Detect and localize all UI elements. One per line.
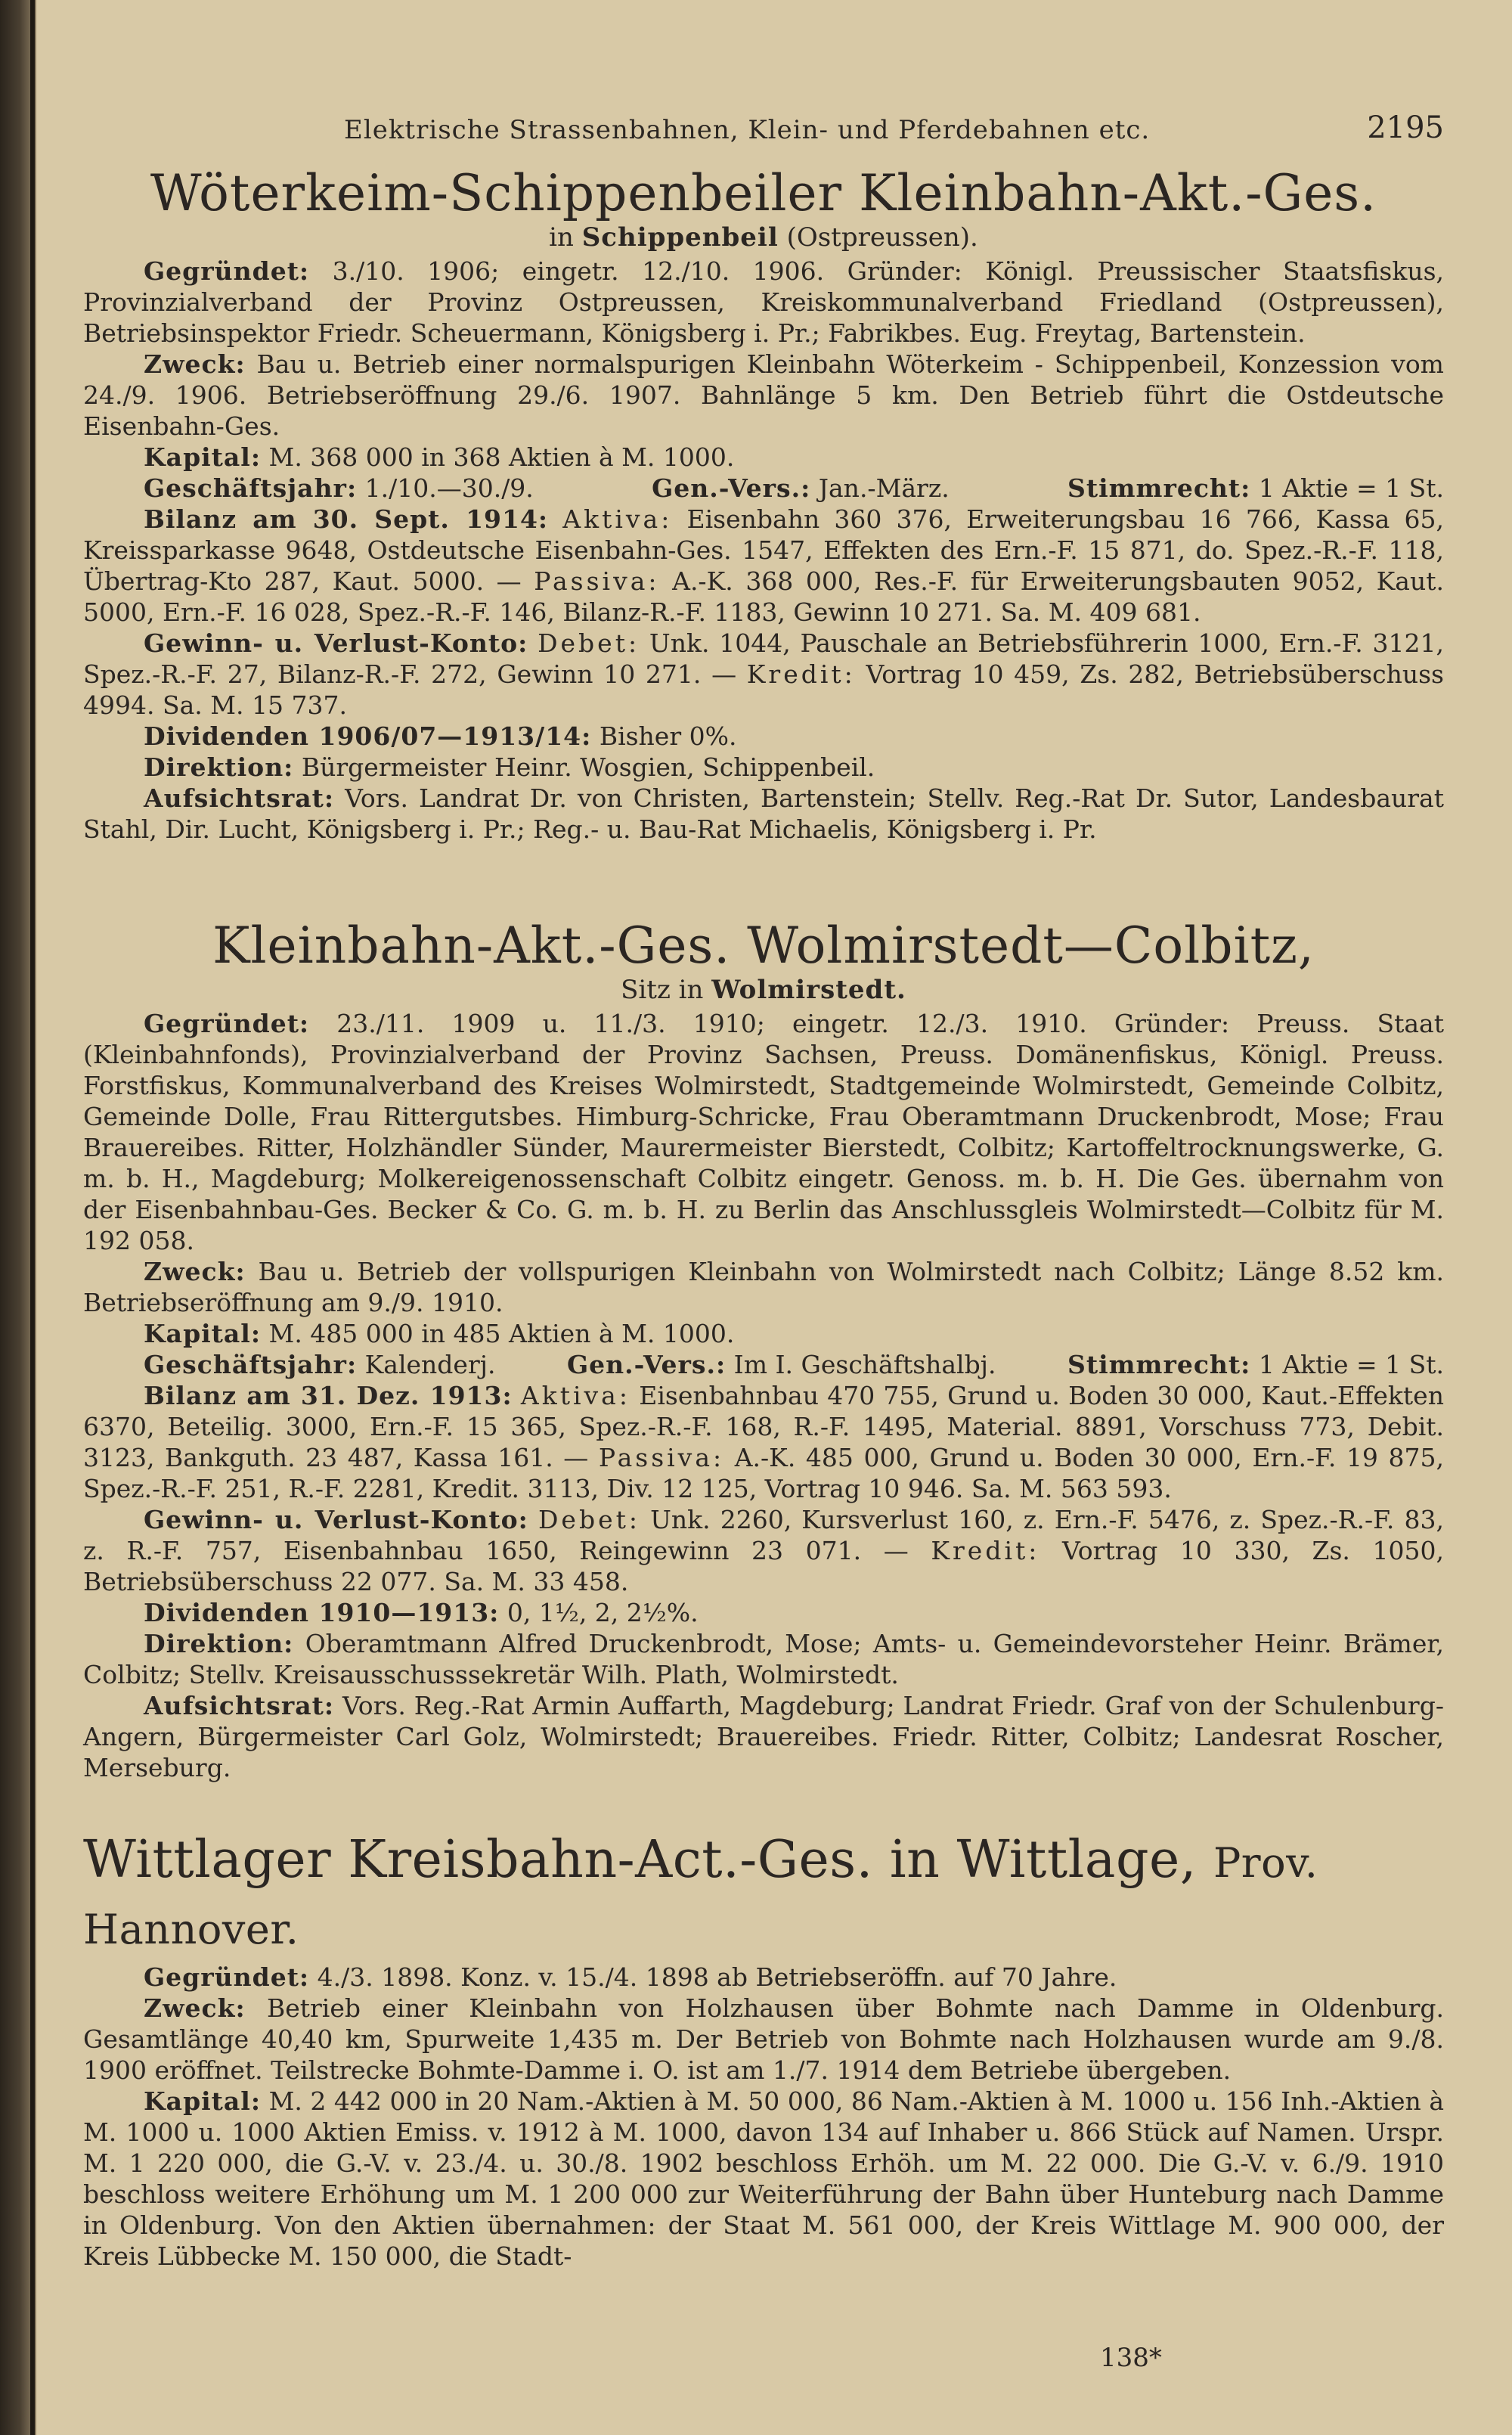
seat-prefix: in [549, 222, 574, 253]
supervisory-paragraph [83, 783, 1444, 845]
seat-suffix: (Ostpreussen). [786, 222, 978, 253]
balance-assets-text: Eisenbahn 360 376, Erweiterungsbau 16 766, Kassa 65, Kreissparkasse 9648, Ostdeutsche Eisenbahn-Ges. 1547, Effekten des Ern.-F. 15 871, do. Spez.-R.-F. 118, Übertrag-Kto 287, Kaut. 5000. — [83, 504, 1444, 596]
founded-text: 23./11. 1909 u. 11./3. 1910; eingetr. 12./3. 1910. Gründer: Preuss. Staat (Kleinbahnfonds), Provinzialverband der Provinz Sachsen, Preuss. Domänenfiskus, Königl. Preuss. Forstfiskus, Kommunalverband des Kreises Wolmirstedt, Stadtgemeinde Wolmirstedt, Gemeinde Colbitz, Gemeinde Dolle, Frau Rittergutsbes. Himburg-Schricke, Frau Oberamtmann Druckenbrodt, Mose; Frau Brauereibes. Ritter, Holzhändler Sünder, Maurermeister Bierstedt, Colbitz; Kartoffeltrocknungswerke, G. m. b. H., Magdeburg; Molkereigenossenschaft Colbitz eingetr. Genoss. m. b. H. Die Ges. übernahm von der Eisenbahnbau-Ges. Becker & Co. G. m. b. H. zu Berlin das Anschlussgleis Wolmirstedt—Colbitz für M. 192 058. [83, 1009, 1444, 1255]
fiscal-year-text: Kalenderj. [364, 1350, 496, 1379]
fiscal-year-label: Geschäftsjahr: [144, 1350, 358, 1379]
general-meeting-text: Im I. Geschäftshalbj. [733, 1350, 996, 1379]
capital-text: M. 2 442 000 in 20 Nam.-Aktien à M. 50 000, 86 Nam.-Aktien à M. 1000 u. 156 Inh.-Aktien à M. 1000 u. 1000 Aktien Emiss. v. 1912 à M. 1000, davon 134 auf Inhaber u. 866 Stück auf Namen. Urspr. M. 1 220 000, die G.-V. v. 23./4. u. 30./8. 1902 beschloss Erhöh. um M. 22 000. Die G.-V. v. 6./9. 1910 beschloss weitere Erhöhung um M. 1 200 000 zur Weiterführung der Bahn über Hunteburg nach Damme in Oldenburg. Von den Aktien übernahmen: der Staat M. 561 000, der Kreis Wittlage M. 900 000, der Kreis Lübbecke M. 150 000, die Stadt- [83, 2086, 1444, 2271]
founded-paragraph [83, 1962, 1444, 1993]
dividend-paragraph [83, 721, 1444, 752]
company-entry-woeterkeim [83, 165, 1444, 845]
fiscal-year-text: 1./10.—30./9. [364, 473, 534, 503]
supervisory-text: Vors. Landrat Dr. von Christen, Bartenstein; Stellv. Reg.-Rat Dr. Sutor, Landesbaurat Stahl, Dir. Lucht, Königsberg i. Pr.; Reg.- u. Bau-Rat Michaelis, Königsberg i. Pr. [83, 783, 1444, 844]
company-title-main: Wittlager Kreisbahn-Act.-Ges. in Wittlage, [83, 1830, 1197, 1890]
founded-text: 4./3. 1898. Konz. v. 15./4. 1898 ab Betriebseröffn. auf 70 Jahre. [317, 1962, 1117, 1992]
voting-right-label: Stimmrecht: [1067, 473, 1251, 503]
document-page [83, 106, 1444, 2272]
balance-assets-text: Eisenbahnbau 470 755, Grund u. Boden 30 000, Kaut.-Effekten 6370, Beteilig. 3000, Ern.-F. 15 365, Spez.-R.-F. 168, R.-F. 1495, Material. 8891, Vorschuss 773, Debit. 3123, Bankguth. 23 487, Kassa 161. — [83, 1381, 1444, 1472]
fiscal-year [144, 1349, 495, 1380]
company-title: Kleinbahn-Akt.-Ges. Wolmirstedt—Colbitz, [212, 917, 1315, 975]
founded-label: Gegründet: [144, 256, 310, 286]
credit-text: Vortrag 10 330, Zs. 1050, Betriebsüberschuss 22 077. Sa. M. 33 458. [83, 1536, 1444, 1596]
voting-right-label: Stimmrecht: [1067, 1350, 1251, 1379]
supervisory-label: Aufsichtsrat: [144, 783, 335, 813]
profit-loss-paragraph [83, 628, 1444, 721]
profit-loss-label: Gewinn- u. Verlust-Konto: [144, 628, 528, 658]
general-meeting-text: Jan.-März. [818, 473, 950, 503]
page-number: 2195 [1367, 110, 1444, 145]
purpose-text: Bau u. Betrieb der vollspurigen Kleinbahn von Wolmirstedt nach Colbitz; Länge 8.52 km. Betriebseröffnung am 9./9. 1910. [83, 1257, 1444, 1317]
board-label: Direktion: [144, 1629, 294, 1658]
capital-text: M. 485 000 in 485 Aktien à M. 1000. [268, 1319, 735, 1348]
founded-text: 3./10. 1906; eingetr. 12./10. 1906. Gründer: Königl. Preussischer Staatsfiskus, Provinzialverband der Provinz Ostpreussen, Kreiskommunalverband Friedland (Ostpreussen), Betriebsinspektor Friedr. Scheuermann, Königsberg i. Pr.; Fabrikbes. Eug. Freytag, Bartenstein. [83, 256, 1444, 348]
debit-text: Unk. 1044, Pauschale an Betriebsführerin 1000, Ern.-F. 3121, Spez.-R.-F. 27, Bilanz-R.-F. 272, Gewinn 10 271. — [83, 628, 1444, 689]
capital-label: Kapital: [144, 442, 262, 472]
dividend-text: 0, 1½, 2, 2½%. [507, 1598, 699, 1627]
supervisory-label: Aufsichtsrat: [144, 1691, 335, 1720]
capital-text: M. 368 000 in 368 Aktien à M. 1000. [268, 442, 735, 472]
purpose-paragraph [83, 349, 1444, 442]
capital-label: Kapital: [144, 1319, 262, 1348]
debit-label: Debet: [538, 1505, 640, 1534]
profit-loss-label: Gewinn- u. Verlust-Konto: [144, 1505, 528, 1534]
founded-paragraph [83, 256, 1444, 349]
purpose-label: Zweck: [144, 349, 246, 379]
purpose-paragraph [83, 1256, 1444, 1318]
voting-right-text: 1 Aktie = 1 St. [1258, 473, 1444, 503]
general-meeting [567, 1349, 996, 1380]
company-entry-wolmirstedt [83, 917, 1444, 1783]
signature-mark: 138* [1100, 2343, 1162, 2373]
purpose-paragraph [83, 1993, 1444, 2086]
board-label: Direktion: [144, 752, 294, 782]
balance-assets-label: Aktiva: [562, 504, 673, 534]
board-text: Oberamtmann Alfred Druckenbrodt, Mose; Amts- u. Gemeindevorsteher Heinr. Brämer, Colbitz; Stellv. Kreisausschusssekretär Wilh. Plath, Wolmirstedt. [83, 1629, 1444, 1689]
balance-liabilities-label: Passiva: [534, 566, 660, 596]
dividend-paragraph [83, 1597, 1444, 1628]
seat-prefix: Sitz in [621, 975, 704, 1005]
balance-paragraph [83, 1380, 1444, 1504]
supervisory-paragraph [83, 1690, 1444, 1783]
purpose-label: Zweck: [144, 1993, 246, 2023]
balance-label: Bilanz am 31. Dez. 1913: [144, 1381, 513, 1410]
company-entry-wittlage [83, 1829, 1444, 2272]
company-seat [83, 975, 1444, 1005]
credit-text: Vortrag 10 459, Zs. 282, Betriebsüberschuss 4994. Sa. M. 15 737. [83, 659, 1444, 720]
seat-place: Wolmirstedt. [711, 975, 906, 1005]
book-spine-edge [30, 0, 35, 2435]
seat-place: Schippenbeil [581, 222, 779, 253]
fiscal-row [83, 1349, 1444, 1380]
fiscal-row [83, 473, 1444, 504]
credit-label: Kredit: [746, 659, 856, 689]
balance-liabilities-label: Passiva: [598, 1443, 725, 1472]
founded-label: Gegründet: [144, 1009, 310, 1038]
debit-text: Unk. 2260, Kursverlust 160, z. Ern.-F. 5476, z. Spez.-R.-F. 83, z. R.-F. 757, Eisenbahnbau 1650, Reingewinn 23 071. — [83, 1505, 1444, 1565]
company-seat [83, 222, 1444, 253]
dividend-label: Dividenden 1906/07—1913/14: [144, 721, 592, 751]
balance-label: Bilanz am 30. Sept. 1914: [144, 504, 549, 534]
debit-label: Debet: [538, 628, 640, 658]
company-title: Wöterkeim-Schippenbeiler Kleinbahn-Akt.-Ges. [150, 164, 1377, 222]
company-title [83, 1829, 1444, 1962]
purpose-label: Zweck: [144, 1257, 246, 1286]
founded-label: Gegründet: [144, 1962, 310, 1992]
credit-label: Kredit: [931, 1536, 1040, 1565]
dividend-text: Bisher 0%. [599, 721, 737, 751]
voting-right [1067, 473, 1444, 504]
running-header [83, 106, 1444, 151]
general-meeting-label: Gen.-Vers.: [652, 473, 811, 503]
capital-paragraph [83, 1318, 1444, 1349]
capital-paragraph [83, 442, 1444, 473]
dividend-label: Dividenden 1910—1913: [144, 1598, 500, 1627]
running-header-title: Elektrische Strassenbahnen, Klein- und Pferdebahnen etc. [344, 115, 1151, 145]
fiscal-year-label: Geschäftsjahr: [144, 473, 358, 503]
board-text: Bürgermeister Heinr. Wosgien, Schippenbeil. [301, 752, 875, 782]
board-paragraph [83, 1628, 1444, 1690]
balance-liabilities-text: A.-K. 485 000, Grund u. Boden 30 000, Ern.-F. 19 875, Spez.-R.-F. 251, R.-F. 2281, Kredit. 3113, Div. 12 125, Vortrag 10 946. Sa. M. 563 593. [83, 1443, 1444, 1503]
profit-loss-paragraph [83, 1504, 1444, 1597]
capital-label: Kapital: [144, 2086, 262, 2116]
balance-assets-label: Aktiva: [520, 1381, 631, 1410]
balance-liabilities-text: A.-K. 368 000, Res.-F. für Erweiterungsbauten 9052, Kaut. 5000, Ern.-F. 16 028, Spez.-R.-F. 146, Bilanz-R.-F. 1183, Gewinn 10 271. Sa. M. 409 681. [83, 566, 1444, 627]
supervisory-text: Vors. Reg.-Rat Armin Auffarth, Magdeburg; Landrat Friedr. Graf von der Schulenburg-Angern, Bürgermeister Carl Golz, Wolmirstedt; Brauereibes. Friedr. Ritter, Colbitz; Landesrat Roscher, Merseburg. [83, 1691, 1444, 1782]
general-meeting [652, 473, 950, 504]
balance-paragraph [83, 504, 1444, 628]
capital-paragraph [83, 2086, 1444, 2272]
fiscal-year [144, 473, 534, 504]
founded-paragraph [83, 1008, 1444, 1256]
voting-right [1067, 1349, 1444, 1380]
purpose-text: Bau u. Betrieb einer normalspurigen Kleinbahn Wöterkeim - Schippenbeil, Konzession vom 24./9. 1906. Betriebseröffnung 29./6. 1907. Bahnlänge 5 km. Den Betrieb führt die Ostdeutsche Eisenbahn-Ges. [83, 349, 1444, 441]
general-meeting-label: Gen.-Vers.: [566, 1350, 727, 1379]
board-paragraph [83, 752, 1444, 783]
voting-right-text: 1 Aktie = 1 St. [1258, 1350, 1444, 1379]
purpose-text: Betrieb einer Kleinbahn von Holzhausen über Bohmte nach Damme in Oldenburg. Gesamtlänge 40,40 km, Spurweite 1,435 m. Der Betrieb von Bohmte nach Holzhausen wurde am 9./8. 1900 eröffnet. Teilstrecke Bohmte-Damme i. O. ist am 1./7. 1914 dem Betriebe übergeben. [83, 1993, 1444, 2085]
company-title-region: Prov. Hannover. [83, 1839, 1318, 1953]
